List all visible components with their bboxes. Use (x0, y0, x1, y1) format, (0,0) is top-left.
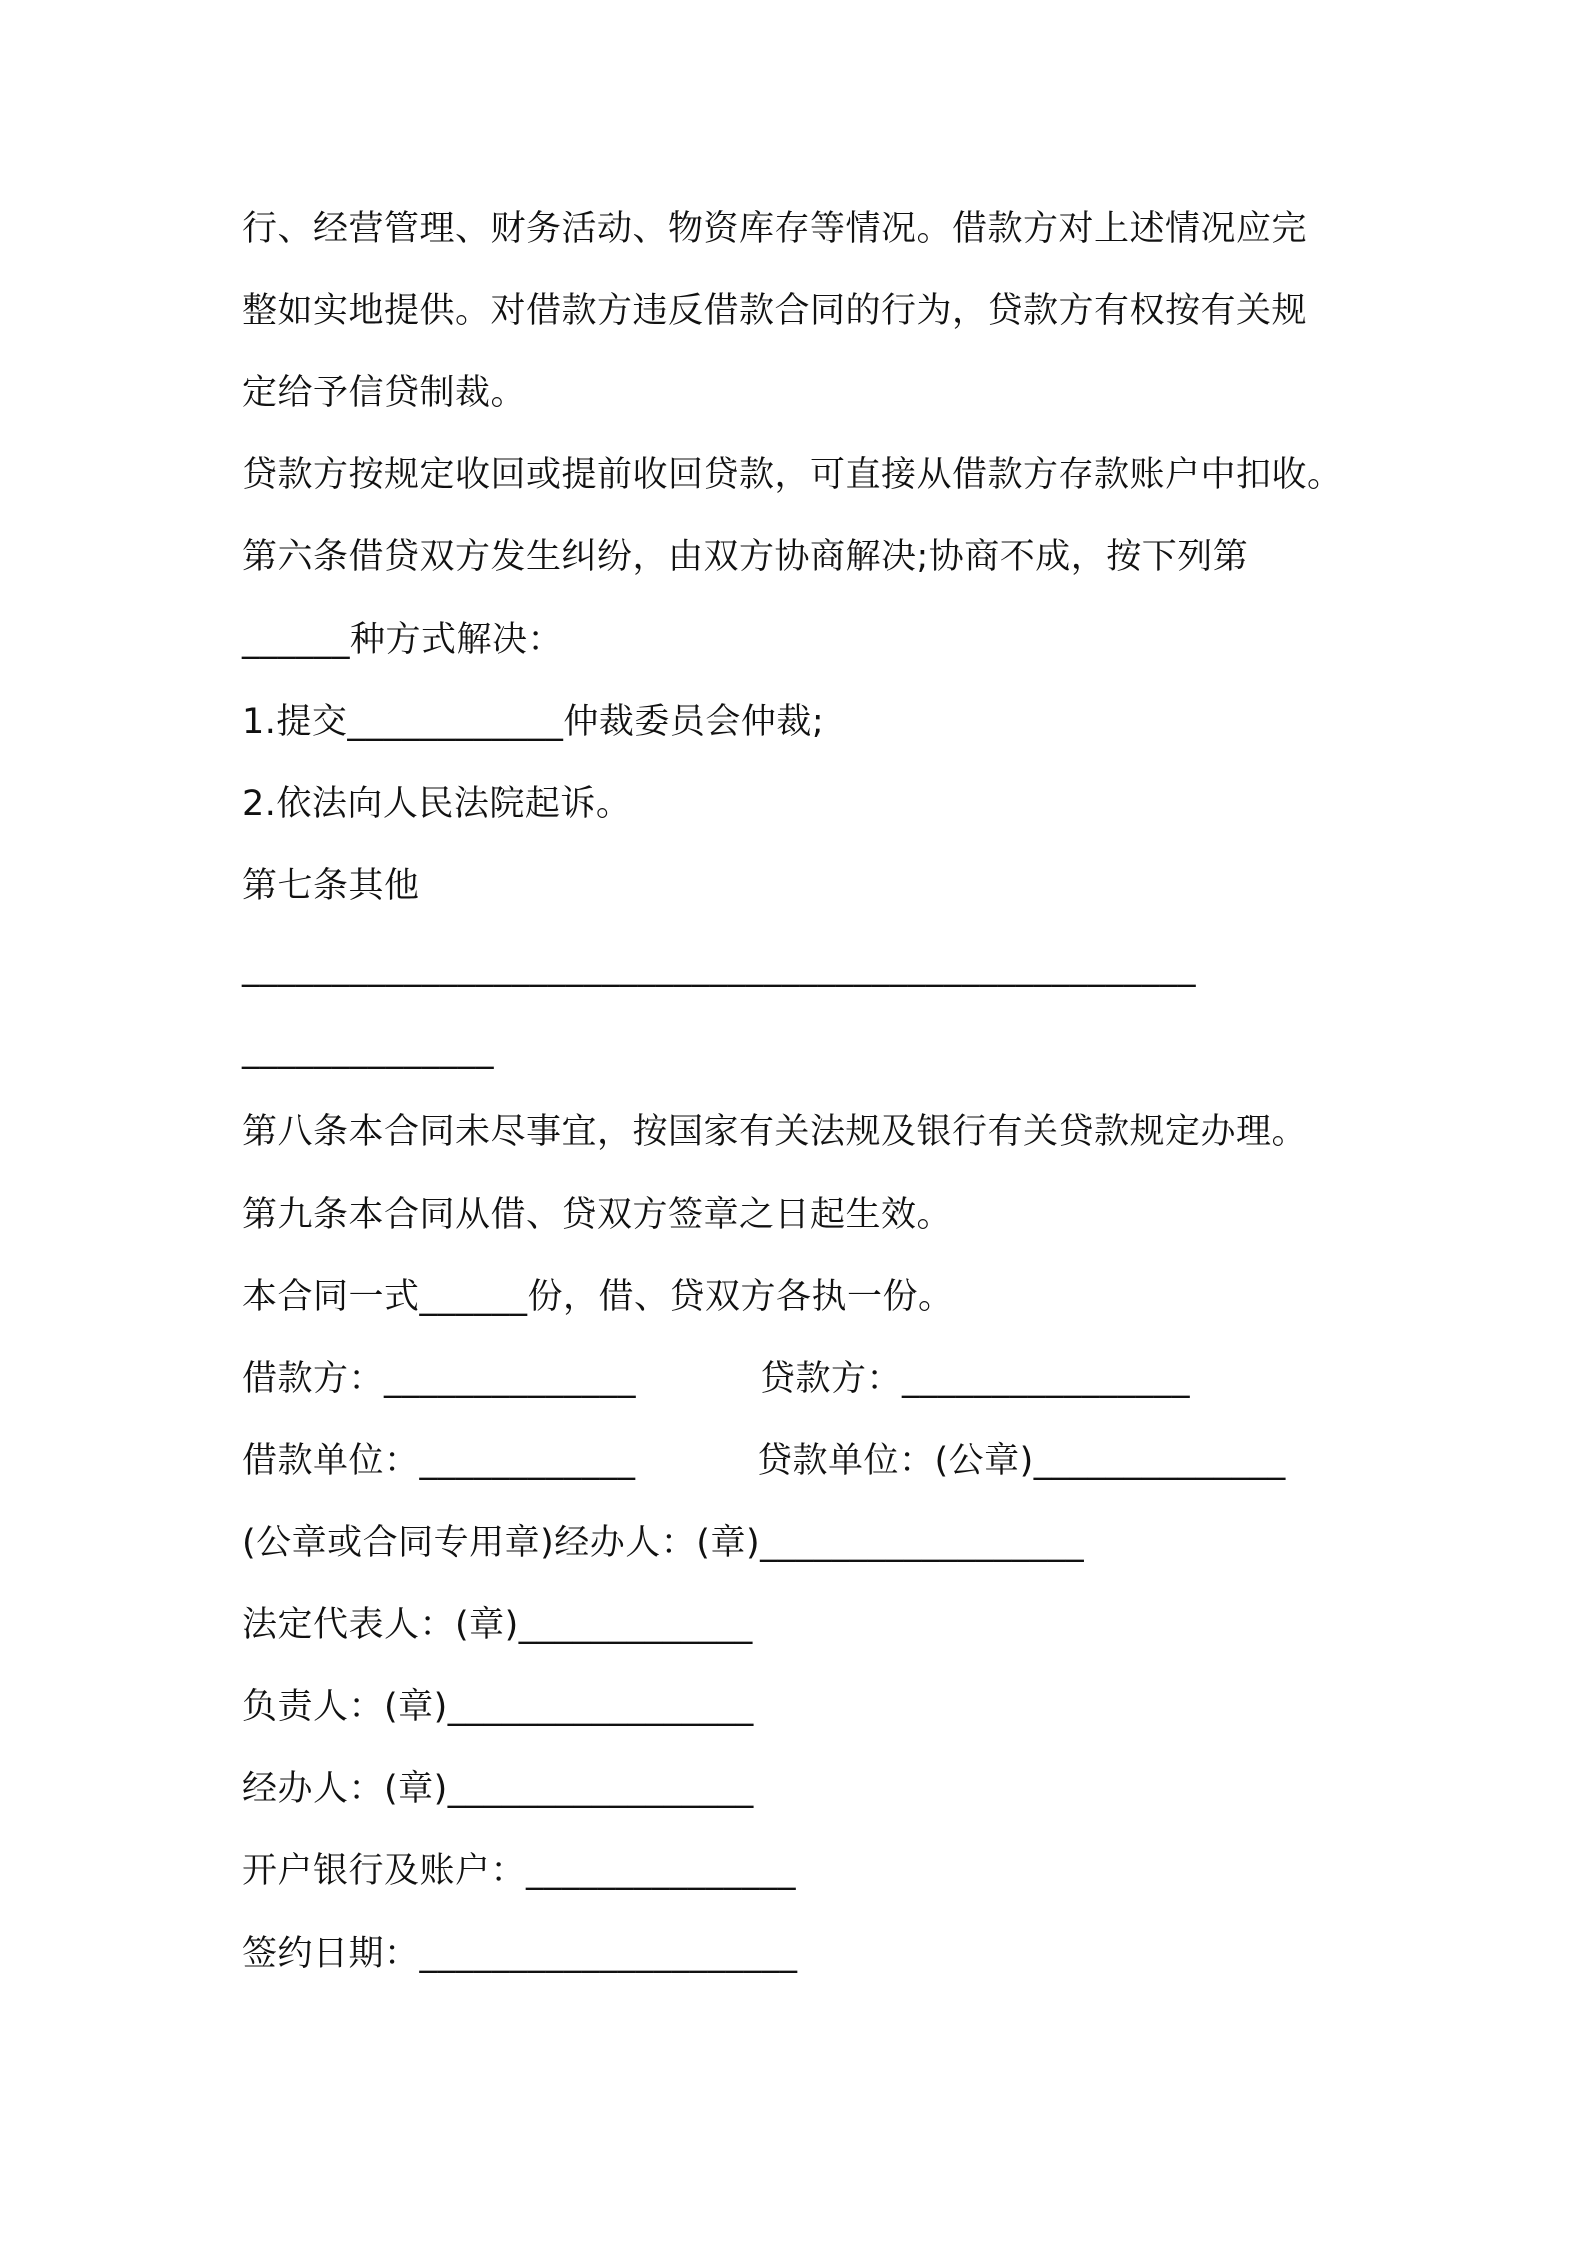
paragraph-line: 定给予信贷制裁。 (242, 373, 527, 413)
article-7-blank-line: ______________ (242, 1030, 494, 1070)
bank-account-field: 开户银行及账户：_______________ (242, 1851, 797, 1891)
borrower-field: 借款方：______________ (242, 1359, 637, 1399)
lender-unit-field: 贷款单位：(公章)______________ (757, 1441, 1286, 1481)
borrower-unit-field: 借款单位：____________ (242, 1441, 636, 1481)
article-9-text: 第九条本合同从借、贷双方签章之日起生效。 (242, 1195, 953, 1235)
article-8-text: 第八条本合同未尽事宜，按国家有关法规及银行有关贷款规定办理。 (242, 1112, 1308, 1152)
sign-date-field: 签约日期：_____________________ (242, 1934, 798, 1974)
paragraph-line: 贷款方按规定收回或提前收回贷款，可直接从借款方存款账户中扣收。 (242, 455, 1343, 495)
seal-agent-field: (公章或合同专用章)经办人：(章)__________________ (242, 1523, 1085, 1563)
article-6-text: ______种方式解决： (242, 620, 564, 660)
article-6-text: 第六条借贷双方发生纠纷，由双方协商解决;协商不成，按下列第 (242, 537, 1249, 577)
legal-representative-field: 法定代表人：(章)_____________ (242, 1605, 753, 1645)
article-6-option-1: 1.提交____________仲裁委员会仲裁; (242, 702, 825, 742)
copies-text: 本合同一式______份，借、贷双方各执一份。 (242, 1277, 954, 1317)
paragraph-line: 整如实地提供。对借款方违反借款合同的行为，贷款方有权按有关规 (242, 291, 1308, 331)
responsible-person-field: 负责人：(章)_________________ (242, 1687, 754, 1727)
agent-field: 经办人：(章)_________________ (242, 1769, 754, 1809)
lender-field: 贷款方：________________ (760, 1359, 1191, 1399)
article-7-title: 第七条其他 (242, 866, 420, 906)
article-7-blank-line: _____________________________________________________ (242, 948, 1196, 988)
article-6-option-2: 2.依法向人民法院起诉。 (242, 784, 632, 824)
paragraph-line: 行、经营管理、财务活动、物资库存等情况。借款方对上述情况应完 (242, 209, 1308, 249)
